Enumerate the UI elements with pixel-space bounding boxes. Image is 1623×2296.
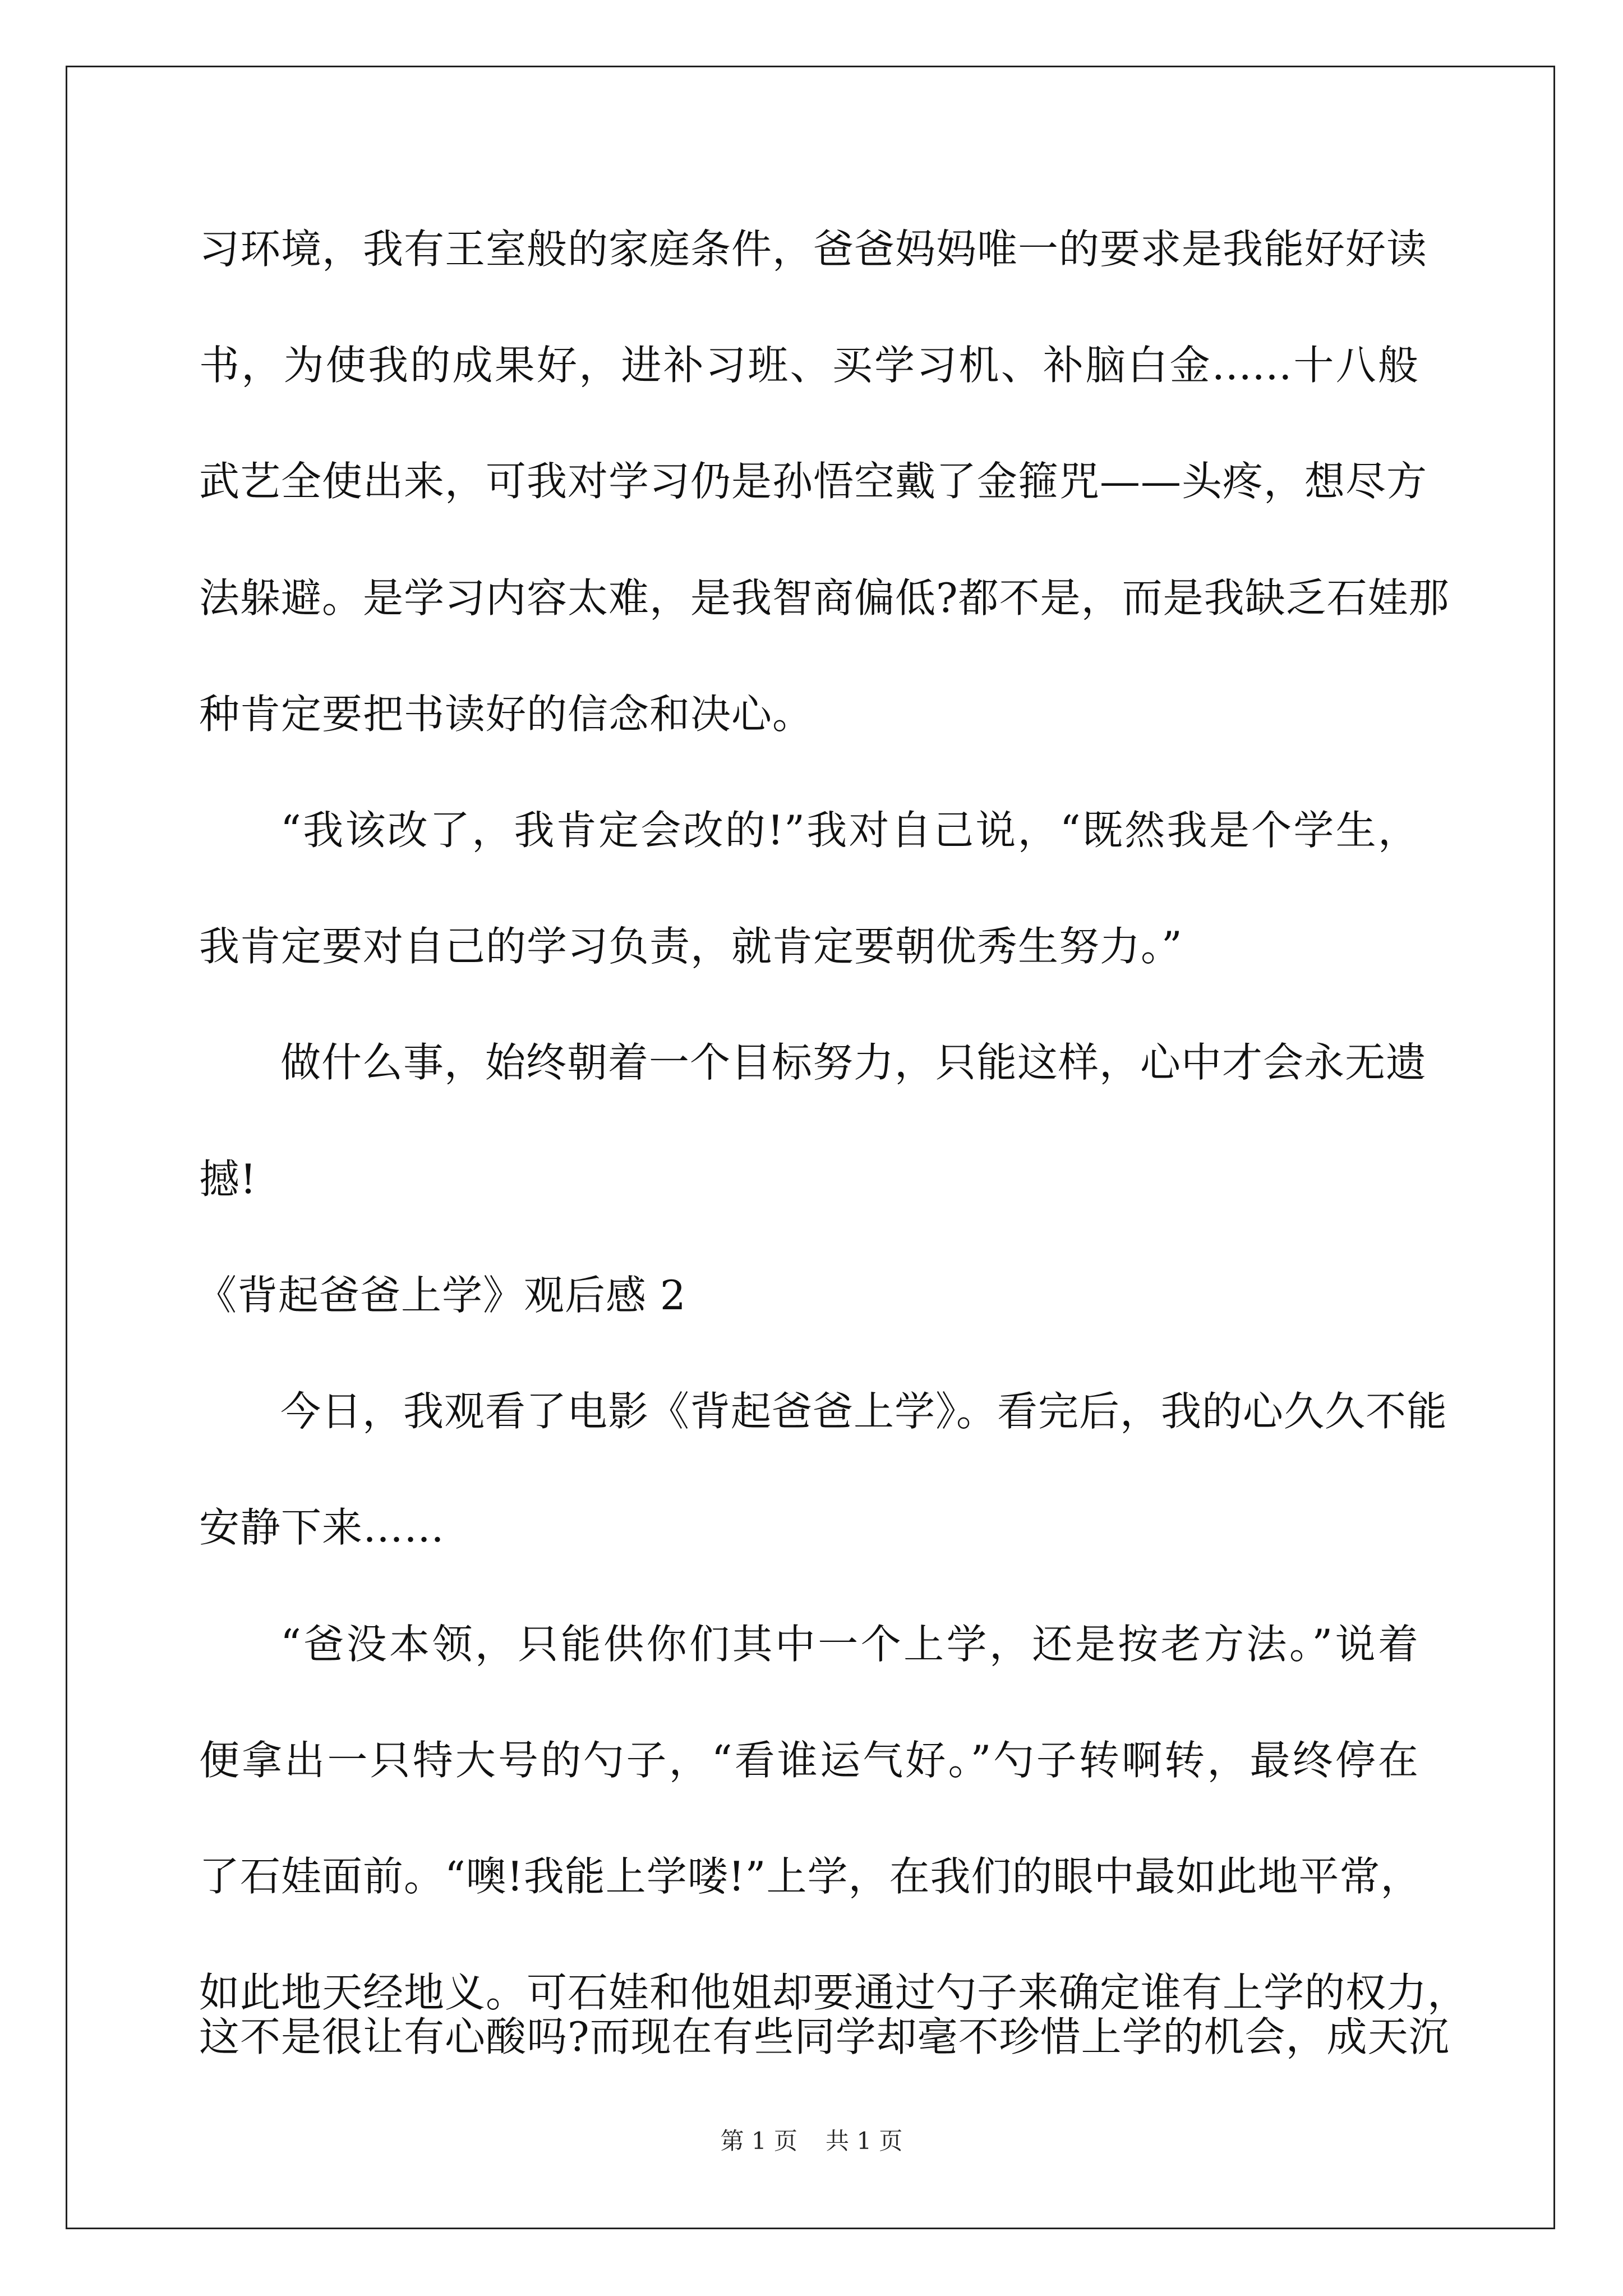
section-heading: 《背起爸爸上学》观后感 2	[196, 1272, 686, 1319]
paragraph-line: 书，为使我的成果好，进补习班、买学习机、补脑白金......十八般	[199, 342, 1419, 389]
paragraph-line: 安静下来……	[199, 1504, 445, 1551]
paragraph-line: 今日，我观看了电影《背起爸爸上学》。看完后，我的心久久不能	[280, 1388, 1448, 1435]
paragraph-line: 这不是很让有心酸吗?而现在有些同学却毫不珍惜上学的机会，成天沉	[199, 2013, 1450, 2060]
paragraph-line: 撼!	[199, 1156, 257, 1203]
paragraph-line: 做什么事，始终朝着一个目标努力，只能这样，心中才会永无遗	[280, 1039, 1427, 1086]
paragraph-line: 习环境，我有王室般的家庭条件，爸爸妈妈唯一的要求是我能好好读	[199, 226, 1428, 273]
paragraph-line: 我肯定要对自己的学习负责，就肯定要朝优秀生努力。”	[199, 923, 1183, 970]
paragraph-line: 如此地天经地义。可石娃和他姐却要通过勺子来确定谁有上学的权力，	[199, 1969, 1469, 2016]
page-total: 共 1 页	[826, 2127, 903, 2155]
paragraph-line: “我该改了，我肯定会改的!”我对自己说，“既然我是个学生，	[280, 807, 1419, 854]
page-number: 第 1 页	[720, 2127, 797, 2155]
paragraph-line: 便拿出一只特大号的勺子，“看谁运气好。”勺子转啊转，最终停在	[199, 1737, 1419, 1784]
page-footer	[0, 2129, 1623, 2153]
paragraph-line: 法躲避。是学习内容太难，是我智商偏低?都不是，而是我缺乏石娃那	[199, 574, 1450, 622]
paragraph-line: 武艺全使出来，可我对学习仍是孙悟空戴了金箍咒——头疼，想尽方	[199, 458, 1428, 505]
paragraph-line: “爸没本领，只能供你们其中一个上学，还是按老方法。”说着	[280, 1621, 1419, 1668]
page-border	[66, 66, 1555, 2229]
paragraph-line: 了石娃面前。“噢!我能上学喽!”上学，在我们的眼中最如此地平常，	[199, 1853, 1422, 1900]
paragraph-line: 种肯定要把书读好的信念和决心。	[199, 691, 814, 738]
